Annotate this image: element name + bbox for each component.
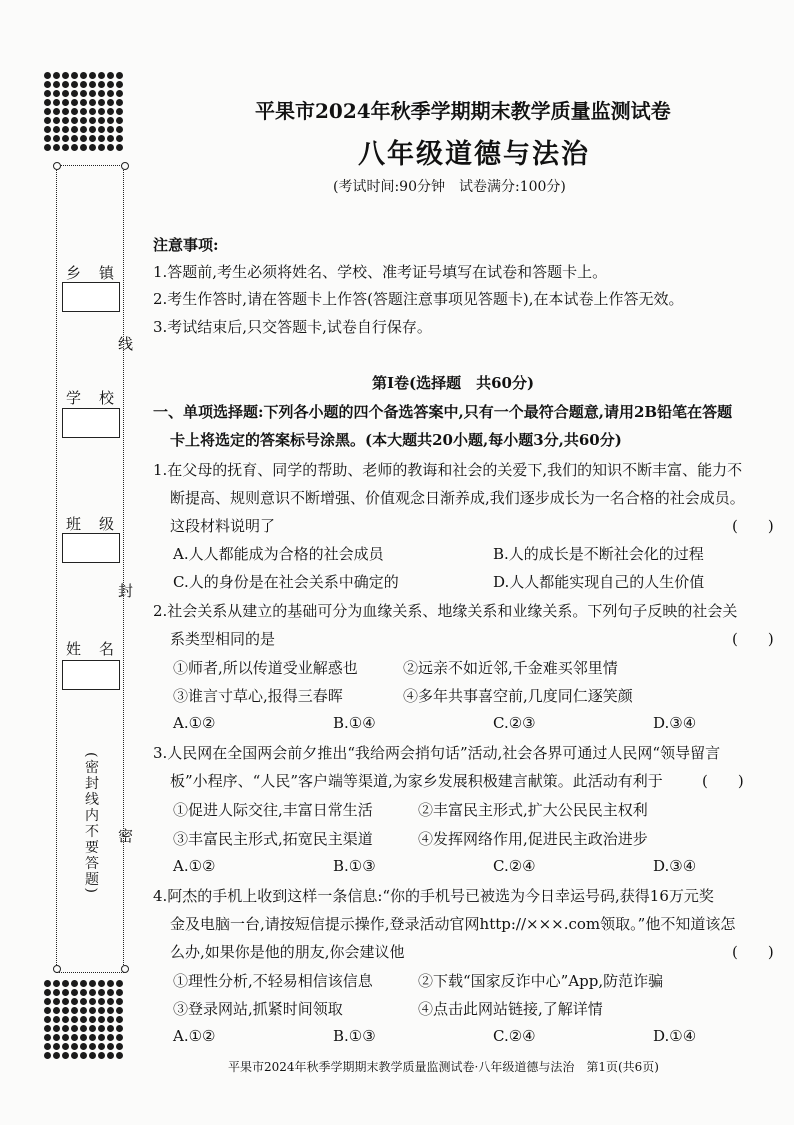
answer-paren[interactable]: ( ) (732, 630, 774, 648)
perforation-dot (44, 1043, 51, 1050)
question-text: 系类型相同的是 (170, 630, 276, 648)
perforation-dot (80, 72, 87, 79)
statement-item: ④多年共事喜空前,几度同仁逐笑颜 (403, 687, 633, 705)
perforation-dot (44, 126, 51, 133)
option-d[interactable]: D.③④ (653, 857, 697, 875)
note-item: 1.答题前,考生必须将姓名、学校、准考证号填写在试卷和答题卡上。 (153, 263, 608, 281)
note-item: 2.考生作答时,请在答题卡上作答(答题注意事项见答题卡),在本试卷上作答无效。 (153, 290, 684, 308)
school-field[interactable] (62, 408, 120, 438)
perforation-dot (44, 135, 51, 142)
name-label: 姓名 (66, 640, 133, 658)
perforation-dot (71, 998, 78, 1005)
perforation-dot (98, 1034, 105, 1041)
seal-notice: (密封线内不要答题) (83, 752, 99, 895)
perforation-row (44, 72, 128, 79)
perforation-dot (80, 1052, 87, 1059)
perforation-dot (107, 998, 114, 1005)
class-field[interactable] (62, 533, 120, 563)
perforation-dot (53, 117, 60, 124)
subject-title: 八年级道德与法治 (358, 139, 590, 170)
perforation-dot (89, 135, 96, 142)
perforation-dot (71, 989, 78, 996)
option-c[interactable]: C.②④ (493, 1027, 536, 1045)
statement-item: ①师者,所以传道受业解惑也 (173, 659, 358, 677)
perforation-dot (107, 99, 114, 106)
perforation-dot (71, 135, 78, 142)
perforation-dot (89, 81, 96, 88)
perforation-dot (62, 108, 69, 115)
perforation-dot (107, 1007, 114, 1014)
perforation-dot (89, 980, 96, 987)
perforation-dot (89, 108, 96, 115)
perforation-dot (98, 126, 105, 133)
perforation-dot (53, 1052, 60, 1059)
question-text: 金及电脑一台,请按短信提示操作,登录活动官网http://×××.com领取。”他不知道该怎 (170, 915, 736, 933)
perforation-row (44, 998, 128, 1005)
perforation-dot (71, 1052, 78, 1059)
perforation-dot (107, 144, 114, 151)
part1-instruction: 一、单项选择题:下列各小题的四个备选答案中,只有一个最符合题意,请用2B铅笔在答题 (153, 403, 733, 421)
option-b[interactable]: B.①④ (333, 714, 376, 732)
perforation-row (44, 1052, 128, 1059)
perforation-row (44, 81, 128, 88)
class-label: 班级 (66, 515, 133, 533)
perforation-dot (80, 1007, 87, 1014)
perforation-dot (62, 117, 69, 124)
perforation-dot (44, 1007, 51, 1014)
option-a[interactable]: A.①② (173, 857, 216, 875)
perforation-dot (71, 90, 78, 97)
exam-title: 平果市2024年秋季学期期末教学质量监测试卷 (255, 99, 671, 123)
perforation-dot (53, 99, 60, 106)
perforation-dot (98, 99, 105, 106)
perforation-dot (116, 1016, 123, 1023)
perforation-dot (71, 1007, 78, 1014)
perforation-dot (62, 998, 69, 1005)
question-text: 断提高、规则意识不断增强、价值观念日渐养成,我们逐步成长为一名合格的社会成员。 (170, 489, 745, 507)
perforation-dot (62, 1052, 69, 1059)
perforation-dot (80, 126, 87, 133)
perforation-row (44, 980, 128, 987)
answer-paren[interactable]: ( ) (732, 943, 774, 961)
perforation-dot (71, 72, 78, 79)
option-c[interactable]: C.人的身份是在社会关系中确定的 (173, 573, 399, 591)
page-footer: 平果市2024年秋季学期期末教学质量监测试卷·八年级道德与法治 第1页(共6页) (228, 1060, 659, 1074)
question-text: 么办,如果你是他的朋友,你会建议他 (170, 943, 405, 961)
perforation-dot (71, 144, 78, 151)
statement-item: ③谁言寸草心,报得三春晖 (173, 687, 343, 705)
perforation-dot (62, 126, 69, 133)
perforation-dot (80, 1016, 87, 1023)
perforation-dot (53, 989, 60, 996)
perforation-dot (98, 980, 105, 987)
perforation-dot (53, 81, 60, 88)
perforation-dot (71, 108, 78, 115)
perforation-dot (89, 989, 96, 996)
seal-char-secret: 密 (118, 827, 134, 845)
part1-title: 第Ⅰ卷(选择题 共60分) (372, 374, 535, 392)
perforation-dot (71, 1016, 78, 1023)
perforation-row (44, 90, 128, 97)
perforation-dot (44, 1016, 51, 1023)
statement-item: ①促进人际交往,丰富日常生活 (173, 801, 373, 819)
perforation-dot (89, 72, 96, 79)
perforation-dot (107, 1034, 114, 1041)
town-label: 乡镇 (66, 264, 133, 282)
binding-hole (121, 965, 129, 973)
question-text: 4.阿杰的手机上收到这样一条信息:“你的手机号已被选为今日幸运号码,获得16万元奖 (153, 887, 714, 905)
perforation-dot (44, 99, 51, 106)
perforation-dot (53, 1034, 60, 1041)
perforation-dot (44, 1034, 51, 1041)
perforation-dot (107, 1043, 114, 1050)
perforation-dot (107, 126, 114, 133)
statement-item: ④发挥网络作用,促进民主政治进步 (418, 830, 648, 848)
perforation-dot (80, 81, 87, 88)
perforation-dot (107, 1016, 114, 1023)
perforation-dot (44, 117, 51, 124)
perforation-dot (98, 90, 105, 97)
town-field[interactable] (62, 282, 120, 312)
perforation-dot (44, 1052, 51, 1059)
perforation-top (44, 72, 128, 153)
perforation-row (44, 117, 128, 124)
perforation-row (44, 1034, 128, 1041)
perforation-dot (98, 144, 105, 151)
perforation-dot (44, 72, 51, 79)
perforation-dot (53, 144, 60, 151)
option-a[interactable]: A.①② (173, 1027, 216, 1045)
perforation-row (44, 99, 128, 106)
perforation-dot (62, 90, 69, 97)
statement-item: ①理性分析,不轻易相信该信息 (173, 972, 373, 990)
perforation-dot (98, 1052, 105, 1059)
perforation-dot (80, 108, 87, 115)
perforation-dot (71, 1034, 78, 1041)
perforation-dot (116, 117, 123, 124)
perforation-dot (107, 135, 114, 142)
perforation-dot (116, 90, 123, 97)
perforation-dot (80, 117, 87, 124)
question-text: 板”小程序、“人民”客户端等渠道,为家乡发展积极建言献策。此活动有利于 (170, 772, 663, 790)
perforation-dot (62, 1034, 69, 1041)
perforation-dot (89, 1007, 96, 1014)
perforation-dot (116, 144, 123, 151)
perforation-dot (71, 81, 78, 88)
seal-char-line: 线 (118, 335, 134, 353)
perforation-dot (80, 1025, 87, 1032)
statement-item: ②丰富民主形式,扩大公民民主权利 (418, 801, 648, 819)
perforation-dot (116, 135, 123, 142)
perforation-dot (44, 998, 51, 1005)
perforation-dot (62, 135, 69, 142)
perforation-dot (44, 980, 51, 987)
note-item: 3.考试结束后,只交答题卡,试卷自行保存。 (153, 318, 432, 336)
perforation-dot (80, 135, 87, 142)
option-a[interactable]: A.①② (173, 714, 216, 732)
perforation-dot (98, 998, 105, 1005)
perforation-dot (80, 90, 87, 97)
perforation-dot (53, 1007, 60, 1014)
perforation-dot (116, 1043, 123, 1050)
perforation-dot (98, 1043, 105, 1050)
perforation-dot (116, 989, 123, 996)
perforation-dot (53, 1043, 60, 1050)
perforation-dot (116, 99, 123, 106)
question-text: 这段材料说明了 (170, 517, 276, 535)
option-b[interactable]: B.人的成长是不断社会化的过程 (493, 545, 704, 563)
perforation-dot (80, 980, 87, 987)
perforation-dot (107, 81, 114, 88)
option-d[interactable]: D.①④ (653, 1027, 697, 1045)
option-b[interactable]: B.①③ (333, 1027, 376, 1045)
perforation-dot (98, 1007, 105, 1014)
perforation-dot (89, 126, 96, 133)
perforation-dot (89, 1025, 96, 1032)
perforation-dot (53, 72, 60, 79)
perforation-dot (98, 1016, 105, 1023)
perforation-dot (116, 1034, 123, 1041)
perforation-dot (44, 108, 51, 115)
perforation-dot (71, 1043, 78, 1050)
perforation-dot (89, 117, 96, 124)
perforation-dot (89, 1052, 96, 1059)
statement-item: ③丰富民主形式,拓宽民主渠道 (173, 830, 373, 848)
perforation-dot (62, 1016, 69, 1023)
perforation-dot (116, 980, 123, 987)
perforation-dot (116, 998, 123, 1005)
perforation-dot (44, 81, 51, 88)
perforation-row (44, 135, 128, 142)
perforation-row (44, 108, 128, 115)
perforation-dot (53, 108, 60, 115)
perforation-dot (80, 989, 87, 996)
perforation-dot (107, 980, 114, 987)
answer-paren[interactable]: ( ) (732, 517, 774, 535)
perforation-dot (53, 126, 60, 133)
perforation-dot (62, 1043, 69, 1050)
perforation-dot (71, 117, 78, 124)
perforation-dot (53, 1025, 60, 1032)
perforation-dot (62, 1025, 69, 1032)
perforation-dot (80, 144, 87, 151)
perforation-dot (44, 90, 51, 97)
perforation-dot (62, 72, 69, 79)
exam-info: (考试时间:90分钟 试卷满分:100分) (333, 179, 566, 195)
perforation-dot (89, 998, 96, 1005)
perforation-dot (89, 99, 96, 106)
perforation-dot (98, 989, 105, 996)
perforation-dot (44, 1025, 51, 1032)
perforation-dot (89, 144, 96, 151)
perforation-dot (107, 989, 114, 996)
perforation-dot (116, 1007, 123, 1014)
answer-paren[interactable]: ( ) (702, 772, 744, 790)
perforation-row (44, 144, 128, 151)
perforation-dot (116, 108, 123, 115)
perforation-row (44, 1043, 128, 1050)
perforation-dot (116, 1025, 123, 1032)
perforation-dot (89, 90, 96, 97)
option-d[interactable]: D.③④ (653, 714, 697, 732)
perforation-dot (53, 998, 60, 1005)
perforation-dot (62, 980, 69, 987)
part1-instruction: 卡上将选定的答案标号涂黑。(本大题共20小题,每小题3分,共60分) (170, 431, 622, 449)
perforation-dot (53, 90, 60, 97)
perforation-bottom (44, 980, 128, 1061)
question-text: 2.社会关系从建立的基础可分为血缘关系、地缘关系和业缘关系。下列句子反映的社会关 (153, 602, 738, 620)
option-c[interactable]: C.②③ (493, 714, 536, 732)
perforation-dot (71, 980, 78, 987)
perforation-dot (71, 1025, 78, 1032)
statement-item: ④点击此网站链接,了解详情 (418, 1000, 603, 1018)
perforation-dot (53, 1016, 60, 1023)
perforation-dot (89, 1043, 96, 1050)
name-field[interactable] (62, 660, 120, 690)
perforation-dot (116, 72, 123, 79)
perforation-dot (98, 108, 105, 115)
option-b[interactable]: B.①③ (333, 857, 376, 875)
notes-heading: 注意事项: (153, 236, 219, 254)
statement-item: ②远亲不如近邻,千金难买邻里情 (403, 659, 618, 677)
perforation-dot (98, 1025, 105, 1032)
perforation-dot (62, 989, 69, 996)
perforation-dot (53, 135, 60, 142)
seal-char-seal: 封 (118, 582, 134, 600)
perforation-dot (62, 99, 69, 106)
perforation-dot (98, 72, 105, 79)
perforation-dot (107, 1025, 114, 1032)
perforation-dot (107, 90, 114, 97)
binding-hole (53, 162, 61, 170)
statement-item: ②下载“国家反诈中心”App,防范诈骗 (418, 972, 664, 990)
option-d[interactable]: D.人人都能实现自己的人生价值 (493, 573, 705, 591)
perforation-dot (107, 72, 114, 79)
perforation-dot (98, 135, 105, 142)
perforation-dot (44, 989, 51, 996)
option-c[interactable]: C.②④ (493, 857, 536, 875)
perforation-dot (80, 1034, 87, 1041)
perforation-row (44, 126, 128, 133)
perforation-dot (53, 980, 60, 987)
school-label: 学校 (66, 389, 133, 407)
perforation-dot (116, 126, 123, 133)
option-a[interactable]: A.人人都能成为合格的社会成员 (173, 545, 384, 563)
perforation-dot (107, 117, 114, 124)
perforation-dot (62, 1007, 69, 1014)
question-text: 3.人民网在全国两会前夕推出“我给两会捎句话”活动,社会各界可通过人民网“领导留言 (153, 744, 721, 762)
perforation-dot (89, 1016, 96, 1023)
statement-item: ③登录网站,抓紧时间领取 (173, 1000, 343, 1018)
perforation-row (44, 1007, 128, 1014)
perforation-row (44, 989, 128, 996)
perforation-dot (44, 144, 51, 151)
perforation-dot (116, 1052, 123, 1059)
perforation-dot (80, 1043, 87, 1050)
question-text: 1.在父母的抚育、同学的帮助、老师的教诲和社会的关爱下,我们的知识不断丰富、能力不 (153, 461, 743, 479)
perforation-row (44, 1025, 128, 1032)
perforation-dot (71, 99, 78, 106)
perforation-dot (71, 126, 78, 133)
perforation-dot (107, 1052, 114, 1059)
perforation-dot (80, 99, 87, 106)
perforation-dot (107, 108, 114, 115)
perforation-dot (89, 1034, 96, 1041)
perforation-dot (116, 81, 123, 88)
perforation-dot (98, 117, 105, 124)
perforation-row (44, 1016, 128, 1023)
binding-hole (121, 162, 129, 170)
perforation-dot (98, 81, 105, 88)
binding-hole (53, 965, 61, 973)
perforation-dot (80, 998, 87, 1005)
perforation-dot (62, 144, 69, 151)
perforation-dot (62, 81, 69, 88)
